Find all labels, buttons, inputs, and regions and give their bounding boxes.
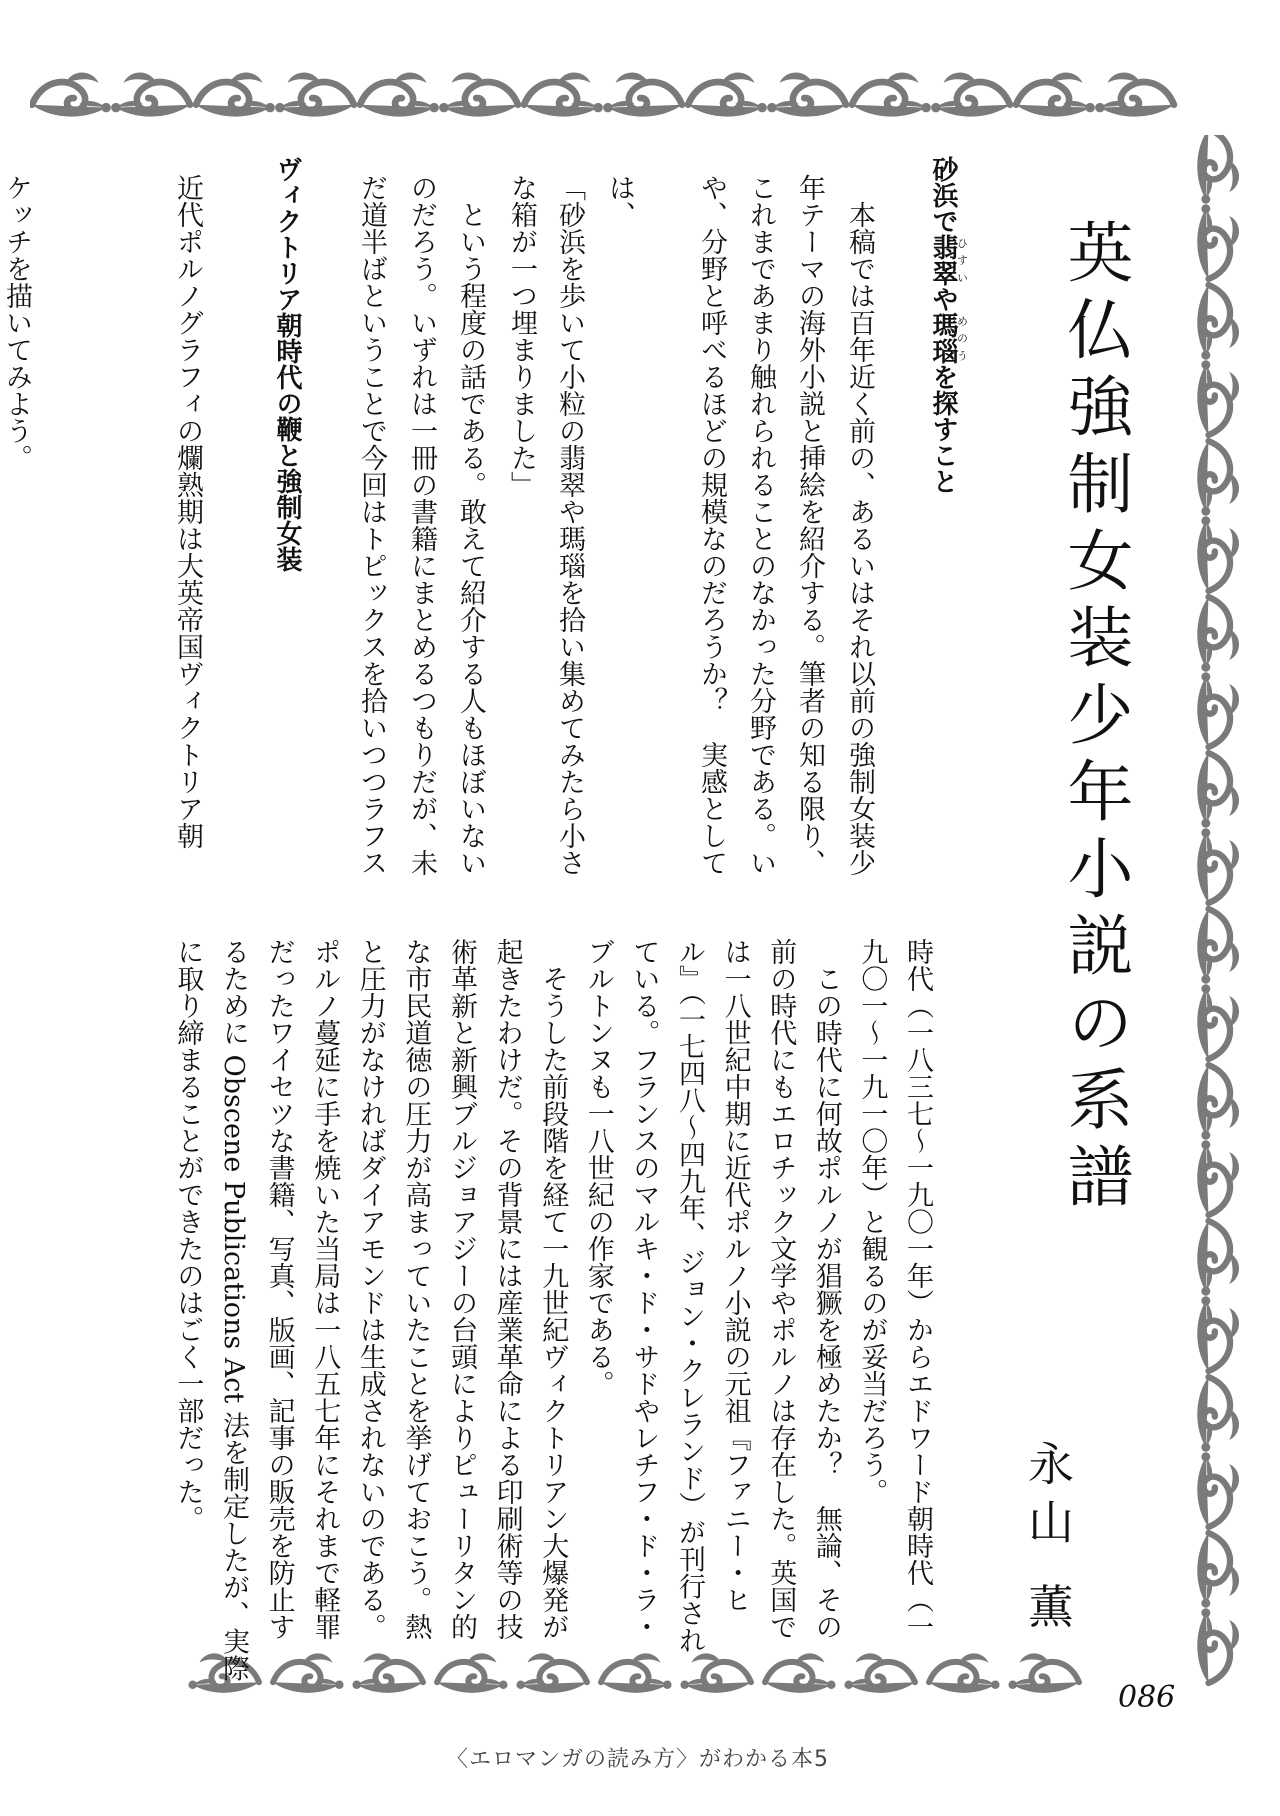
heading-text: を探すこと bbox=[928, 364, 958, 494]
scroll-curl bbox=[275, 72, 354, 116]
scroll-curl bbox=[1095, 72, 1174, 116]
scroll-curl bbox=[931, 72, 1010, 116]
text-column: これまであまり触れられることのなかった分野である。い bbox=[745, 174, 776, 876]
scroll-curl bbox=[844, 1653, 915, 1692]
scroll-curl bbox=[1197, 360, 1239, 435]
scroll-curl bbox=[352, 1653, 423, 1692]
author-name: 永山 薫 bbox=[1021, 1440, 1075, 1641]
scroll-curl bbox=[1197, 1452, 1239, 1527]
ruby-menou: 瑪瑙めのう bbox=[928, 312, 969, 364]
scroll-curl bbox=[680, 1653, 751, 1692]
scroll-curl bbox=[688, 72, 767, 116]
scroll-curl bbox=[1197, 1065, 1239, 1140]
text-column: るために Obscene Publications Act 法を制定したが、実際 bbox=[218, 938, 249, 1682]
text-column: 時代（一八三七～一九〇一年）からエドワード朝時代（一 bbox=[902, 938, 933, 1640]
running-footer: 〈エロマンガの読み方〉がわかる本5 bbox=[446, 1747, 829, 1772]
heading-text: や bbox=[928, 286, 958, 312]
top-scroll-ornament bbox=[30, 58, 1200, 143]
scroll-curl bbox=[1197, 597, 1239, 672]
scroll-curl bbox=[1197, 1296, 1239, 1371]
scroll-curl bbox=[1016, 72, 1095, 116]
text-column: 近代ポルノグラフィの爛熟期は大英帝国ヴィクトリア朝 bbox=[172, 174, 203, 849]
scroll-curl bbox=[516, 1653, 587, 1692]
text-column: 「砂浜を歩いて小粒の翡翠や瑪瑙を拾い集めてみたら小さ bbox=[554, 174, 585, 876]
text-column: な市民道徳の圧力が高まっていたことを挙げておこう。熱 bbox=[400, 938, 432, 1640]
text-column: な箱が一つ埋まりました」 bbox=[506, 174, 537, 498]
scroll-curl bbox=[32, 72, 111, 116]
text-column: そうした前段階を経て一九世紀ヴィクトリアン大爆発が bbox=[537, 938, 569, 1640]
text-column: ている。フランスのマルキ・ド・サドやレチフ・ド・ラ・ bbox=[628, 938, 660, 1640]
text-column: 術革新と新興ブルジョアジーの台頭によりピューリタン的 bbox=[446, 938, 477, 1640]
scroll-curl bbox=[1197, 1377, 1239, 1452]
section-heading-1 bbox=[928, 156, 969, 494]
right-scroll-ornament bbox=[1168, 135, 1258, 1710]
article-title: 英仏強制女装少年小説の系譜 bbox=[1056, 218, 1133, 1219]
bottom-scroll-ornament bbox=[185, 1640, 1105, 1715]
scroll-curl bbox=[1197, 1608, 1239, 1683]
scroll-curl bbox=[524, 72, 603, 116]
text-column: 前の時代にもエロチック文学やポルノは存在した。英国で bbox=[765, 938, 797, 1640]
scroll-curl bbox=[1197, 441, 1239, 516]
section-heading-2: ヴィクトリア朝時代の鞭と強制女装 bbox=[272, 156, 302, 572]
scroll-curl bbox=[1197, 828, 1239, 903]
text-column: だ道半ばということで今回はトピックスを拾いつつラフス bbox=[356, 174, 387, 876]
scroll-curl bbox=[1197, 984, 1239, 1059]
text-column: 起きたわけだ。その背景には産業革命による印刷術等の技 bbox=[491, 938, 523, 1640]
text-column: ブルトンヌも一八世紀の作家である。 bbox=[582, 938, 614, 1397]
scroll-curl bbox=[852, 72, 931, 116]
scroll-curl bbox=[767, 72, 846, 116]
scroll-curl bbox=[1197, 753, 1239, 828]
text-column: 本稿では百年近く前の、あるいはそれ以前の強制女装少 bbox=[844, 201, 875, 876]
scroll-curl bbox=[1197, 1140, 1239, 1215]
scroll-curl bbox=[1197, 672, 1239, 747]
scroll-curl bbox=[360, 72, 439, 116]
heading-text: 砂浜で bbox=[928, 156, 958, 234]
text-column: は一八世紀中期に近代ポルノ小説の元祖『ファニー・ヒ bbox=[719, 938, 751, 1613]
scroll-curl bbox=[273, 1653, 344, 1692]
text-column: や、分野と呼べるほどの規模なのだろうか？ 実感として bbox=[696, 174, 727, 876]
ruby-hisui: 翡翠ひすい bbox=[928, 234, 969, 286]
text-column: は、 bbox=[604, 174, 635, 228]
scroll-curl bbox=[603, 72, 682, 116]
page-number: 086 bbox=[1118, 1680, 1176, 1715]
scroll-curl bbox=[765, 1653, 836, 1692]
scroll-curl bbox=[1197, 1533, 1239, 1608]
text-column: だったワイセツな書籍、写真、版画、記事の販売を防止す bbox=[263, 938, 295, 1640]
scroll-curl bbox=[1197, 516, 1239, 591]
text-column: この時代に何故ポルノが猖獗を極めたか？ 無論、その bbox=[810, 938, 842, 1640]
scroll-curl bbox=[439, 72, 518, 116]
text-column: に取り締まることができたのはごく一部だった。 bbox=[172, 938, 204, 1532]
text-column: ポルノ蔓延に手を焼いた当局は一八五七年にそれまで軽罪 bbox=[309, 938, 341, 1640]
scroll-curl bbox=[1197, 909, 1239, 984]
scroll-curl bbox=[1197, 1221, 1239, 1296]
text-column: という程度の話である。敢えて紹介する人もほぼいない bbox=[455, 174, 486, 876]
text-column: ケッチを描いてみよう。 bbox=[1, 174, 32, 471]
scroll-curl bbox=[437, 1653, 508, 1692]
scroll-curl bbox=[1197, 135, 1239, 204]
scroll-curl bbox=[1197, 285, 1239, 360]
text-column: のだろう。いずれは一冊の書籍にまとめるつもりだが、未 bbox=[406, 174, 437, 876]
text-column: 年テーマの海外小説と挿絵を紹介する。筆者の知る限り、 bbox=[794, 174, 825, 876]
scroll-curl bbox=[929, 1653, 1000, 1692]
scroll-curl bbox=[601, 1653, 672, 1692]
text-column: ル』（一七四八～四九年、ジョン・クレランド）が刊行され bbox=[674, 938, 705, 1654]
text-column: 九〇一～一九一〇年）と観るのが妥当だろう。 bbox=[856, 938, 888, 1505]
scroll-curl bbox=[1008, 1653, 1079, 1692]
text-column: と圧力がなければダイアモンドは生成されないのである。 bbox=[354, 938, 386, 1640]
scroll-curl bbox=[196, 72, 275, 116]
scroll-curl bbox=[111, 72, 190, 116]
scroll-curl bbox=[1197, 204, 1239, 279]
